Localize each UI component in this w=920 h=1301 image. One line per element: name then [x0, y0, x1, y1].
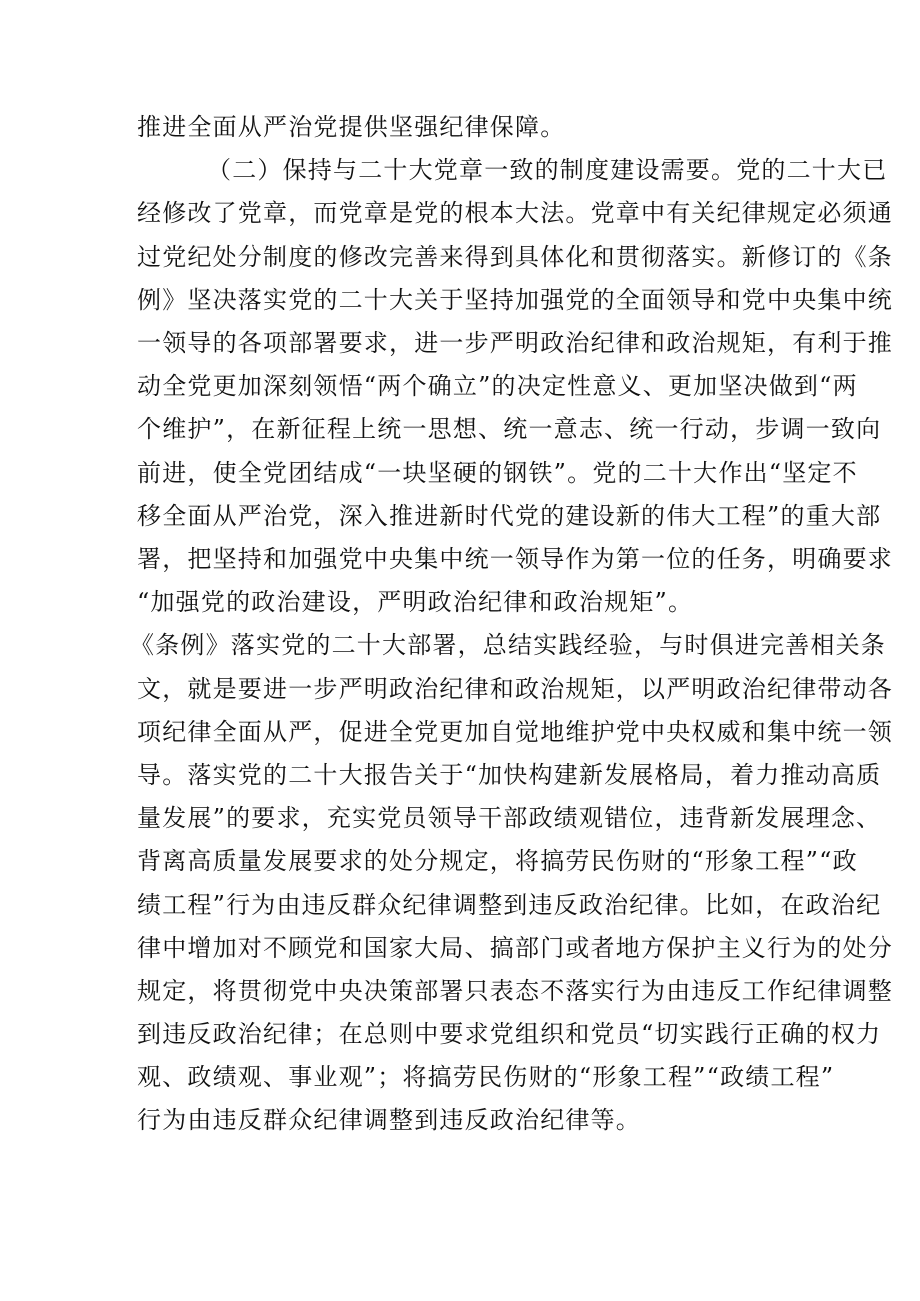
- text-line-22: 到违反政治纪律；在总则中要求党组织和党员“切实践行正确的权力: [137, 1020, 882, 1048]
- text-line-18: 背离高质量发展要求的处分规定，将搞劳民伤财的“形象工程”“政: [137, 847, 858, 875]
- text-line-24: 行为由违反群众纪律调整到违反政治纪律等。: [137, 1106, 641, 1134]
- text-line-3: 经修改了党章，而党章是党的根本大法。党章中有关纪律规定必须通: [137, 199, 893, 227]
- text-line-6: 一领导的各项部署要求，进一步严明政治纪律和政治规矩，有利于推: [137, 329, 893, 357]
- text-line-7: 动全党更加深刻领悟“两个确立”的决定性意义、更加坚决做到“两: [137, 372, 858, 400]
- text-line-14: 文，就是要进一步严明政治纪律和政治规矩，以严明政治纪律带动各: [137, 675, 893, 703]
- text-line-11: 署，把坚持和加强党中央集中统一领导作为第一位的任务，明确要求: [137, 545, 893, 573]
- text-line-8: 个维护”，在新征程上统一思想、统一意志、统一行动，步调一致向: [137, 415, 882, 443]
- text-line-12: “加强党的政治建设，严明政治纪律和政治规矩”。: [137, 588, 694, 616]
- text-line-15: 项纪律全面从严，促进全党更加自觉地维护党中央权威和集中统一领: [137, 718, 893, 746]
- text-line-16: 导。落实党的二十大报告关于“加快构建新发展格局，着力推动高质: [137, 761, 882, 789]
- text-line-1: 推进全面从严治党提供坚强纪律保障。: [137, 113, 566, 141]
- text-line-17: 量发展”的要求，充实党员领导干部政绩观错位，违背新发展理念、: [137, 804, 882, 832]
- text-line-2: （二）保持与二十大党章一致的制度建设需要。党的二十大已: [207, 156, 888, 184]
- text-line-21: 规定，将贯彻党中央决策部署只表态不落实行为由违反工作纪律调整: [137, 977, 893, 1005]
- text-line-5: 例》坚决落实党的二十大关于坚持加强党的全面领导和党中央集中统: [137, 286, 893, 314]
- text-line-4: 过党纪处分制度的修改完善来得到具体化和贯彻落实。新修订的《条: [137, 243, 893, 271]
- text-line-23: 观、政绩观、事业观”；将搞劳民伤财的“形象工程”“政绩工程”: [137, 1063, 835, 1091]
- text-line-20: 律中增加对不顾党和国家大局、搞部门或者地方保护主义行为的处分: [137, 934, 893, 962]
- text-line-9: 前进，使全党团结成“一块坚硬的钢铁”。党的二十大作出“坚定不: [137, 459, 858, 487]
- text-line-13: 《条例》落实党的二十大部署，总结实践经验，与时俱进完善相关条: [130, 631, 886, 659]
- text-line-10: 移全面从严治党，深入推进新时代党的建设新的伟大工程”的重大部: [137, 502, 882, 530]
- text-line-19: 绩工程”行为由违反群众纪律调整到违反政治纪律。比如，在政治纪: [137, 891, 882, 919]
